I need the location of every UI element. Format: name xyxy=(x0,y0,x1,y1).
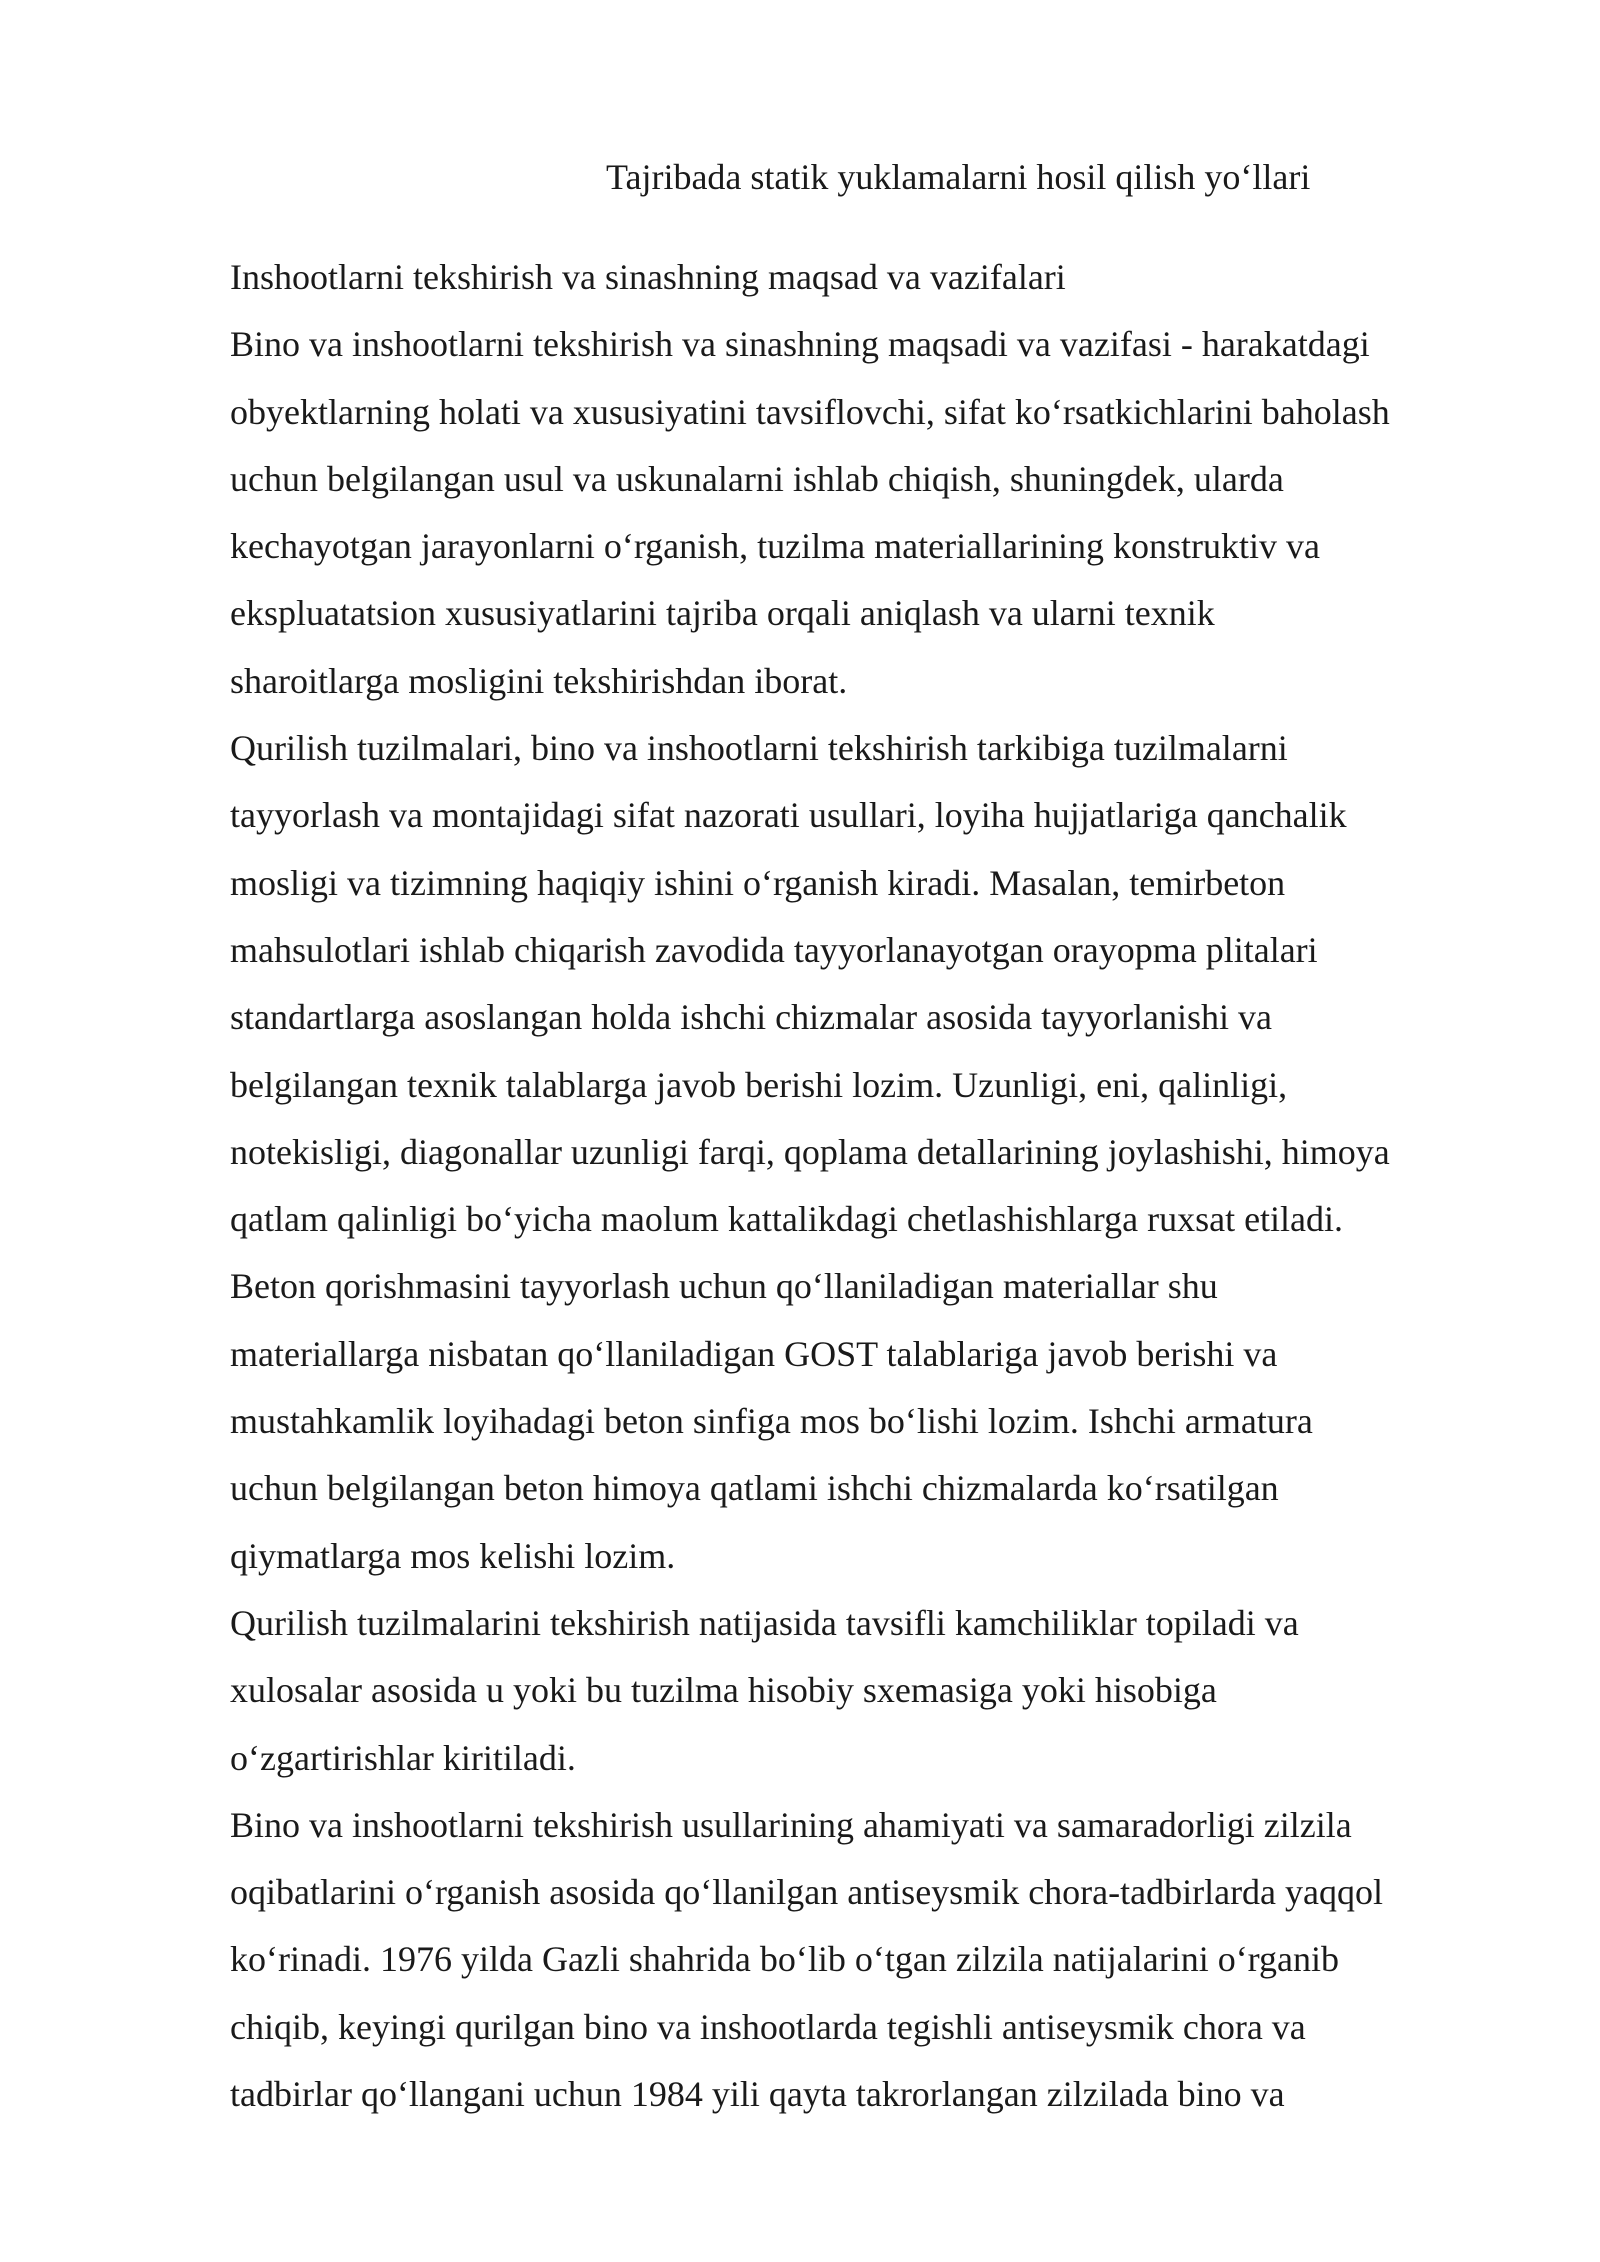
section-heading: Inshootlarni tekshirish va sinashning maqsad va vazifalari xyxy=(230,257,1066,297)
text-line: Bino va inshootlarni tekshirish usullarining ahamiyati va samaradorligi zilzila xyxy=(230,1804,1352,1845)
document-title: Tajribada statik yuklamalarni hosil qilish yo‘llari xyxy=(606,157,1311,197)
text-line: notekisligi, diagonallar uzunligi farqi, qoplama detallarining joylashishi, himoya xyxy=(230,1131,1390,1172)
text-line: Qurilish tuzilmalarini tekshirish natijasida tavsifli kamchiliklar topiladi va xyxy=(230,1602,1299,1643)
text-line: kechayotgan jarayonlarni o‘rganish, tuzilma materiallarining konstruktiv va xyxy=(230,526,1321,567)
text-line: belgilangan texnik talablarga javob berishi lozim. Uzunligi, eni, qalinligi, xyxy=(230,1064,1288,1105)
text-line: mustahkamlik loyihadagi beton sinfiga mos bo‘lishi lozim. Ishchi armatura xyxy=(230,1401,1313,1442)
text-line: Qurilish tuzilmalari, bino va inshootlarni tekshirish tarkibiga tuzilmalarni xyxy=(230,728,1288,769)
text-line: materiallarga nisbatan qo‘llaniladigan GOST talablariga javob berishi va xyxy=(230,1333,1278,1374)
text-line: oqibatlarini o‘rganish asosida qo‘llanilgan antiseysmik chora-tadbirlarda yaqqol xyxy=(230,1872,1384,1913)
text-line: xulosalar asosida u yoki bu tuzilma hisobiy sxemasiga yoki hisobiga xyxy=(230,1670,1217,1711)
text-line: mosligi va tizimning haqiqiy ishini o‘rganish kiradi. Masalan, temirbeton xyxy=(230,862,1286,903)
text-line: uchun belgilangan usul va uskunalarni ishlab chiqish, shuningdek, ularda xyxy=(230,458,1284,499)
text-line: Bino va inshootlarni tekshirish va sinashning maqsadi va vazifasi - harakatdagi xyxy=(230,324,1370,365)
text-line: sharoitlarga mosligini tekshirishdan iborat. xyxy=(230,660,848,701)
text-line: ko‘rinadi. 1976 yilda Gazli shahrida bo‘lib o‘tgan zilzila natijalarini o‘rganib xyxy=(230,1939,1340,1980)
text-line: mahsulotlari ishlab chiqarish zavodida tayyorlanayotgan orayopma plitalari xyxy=(230,929,1318,970)
text-line: Beton qorishmasini tayyorlash uchun qo‘llaniladigan materiallar shu xyxy=(230,1266,1218,1307)
text-line: standartlarga asoslangan holda ishchi chizmalar asosida tayyorlanishi va xyxy=(230,997,1273,1038)
text-line: ekspluatatsion xususiyatlarini tajriba orqali aniqlash va ularni texnik xyxy=(230,593,1215,634)
text-line: tadbirlar qo‘llangani uchun 1984 yili qayta takrorlangan zilzilada bino va xyxy=(230,2074,1285,2115)
text-line: uchun belgilangan beton himoya qatlami ishchi chizmalarda ko‘rsatilgan xyxy=(230,1468,1279,1509)
text-line: tayyorlash va montajidagi sifat nazorati usullari, loyiha hujjatlariga qanchalik xyxy=(230,795,1347,836)
document-body xyxy=(230,244,1490,2128)
text-line: chiqib, keyingi qurilgan bino va inshootlarda tegishli antiseysmik chora va xyxy=(230,2006,1306,2047)
text-line: qatlam qalinligi bo‘yicha maolum kattalikdagi chetlashishlarga ruxsat etiladi. xyxy=(230,1199,1344,1240)
text-line: o‘zgartirishlar kiritiladi. xyxy=(230,1737,576,1778)
text-line: obyektlarning holati va xususiyatini tavsiflovchi, sifat ko‘rsatkichlarini baholash xyxy=(230,391,1390,432)
text-line: qiymatlarga mos kelishi lozim. xyxy=(230,1535,676,1576)
